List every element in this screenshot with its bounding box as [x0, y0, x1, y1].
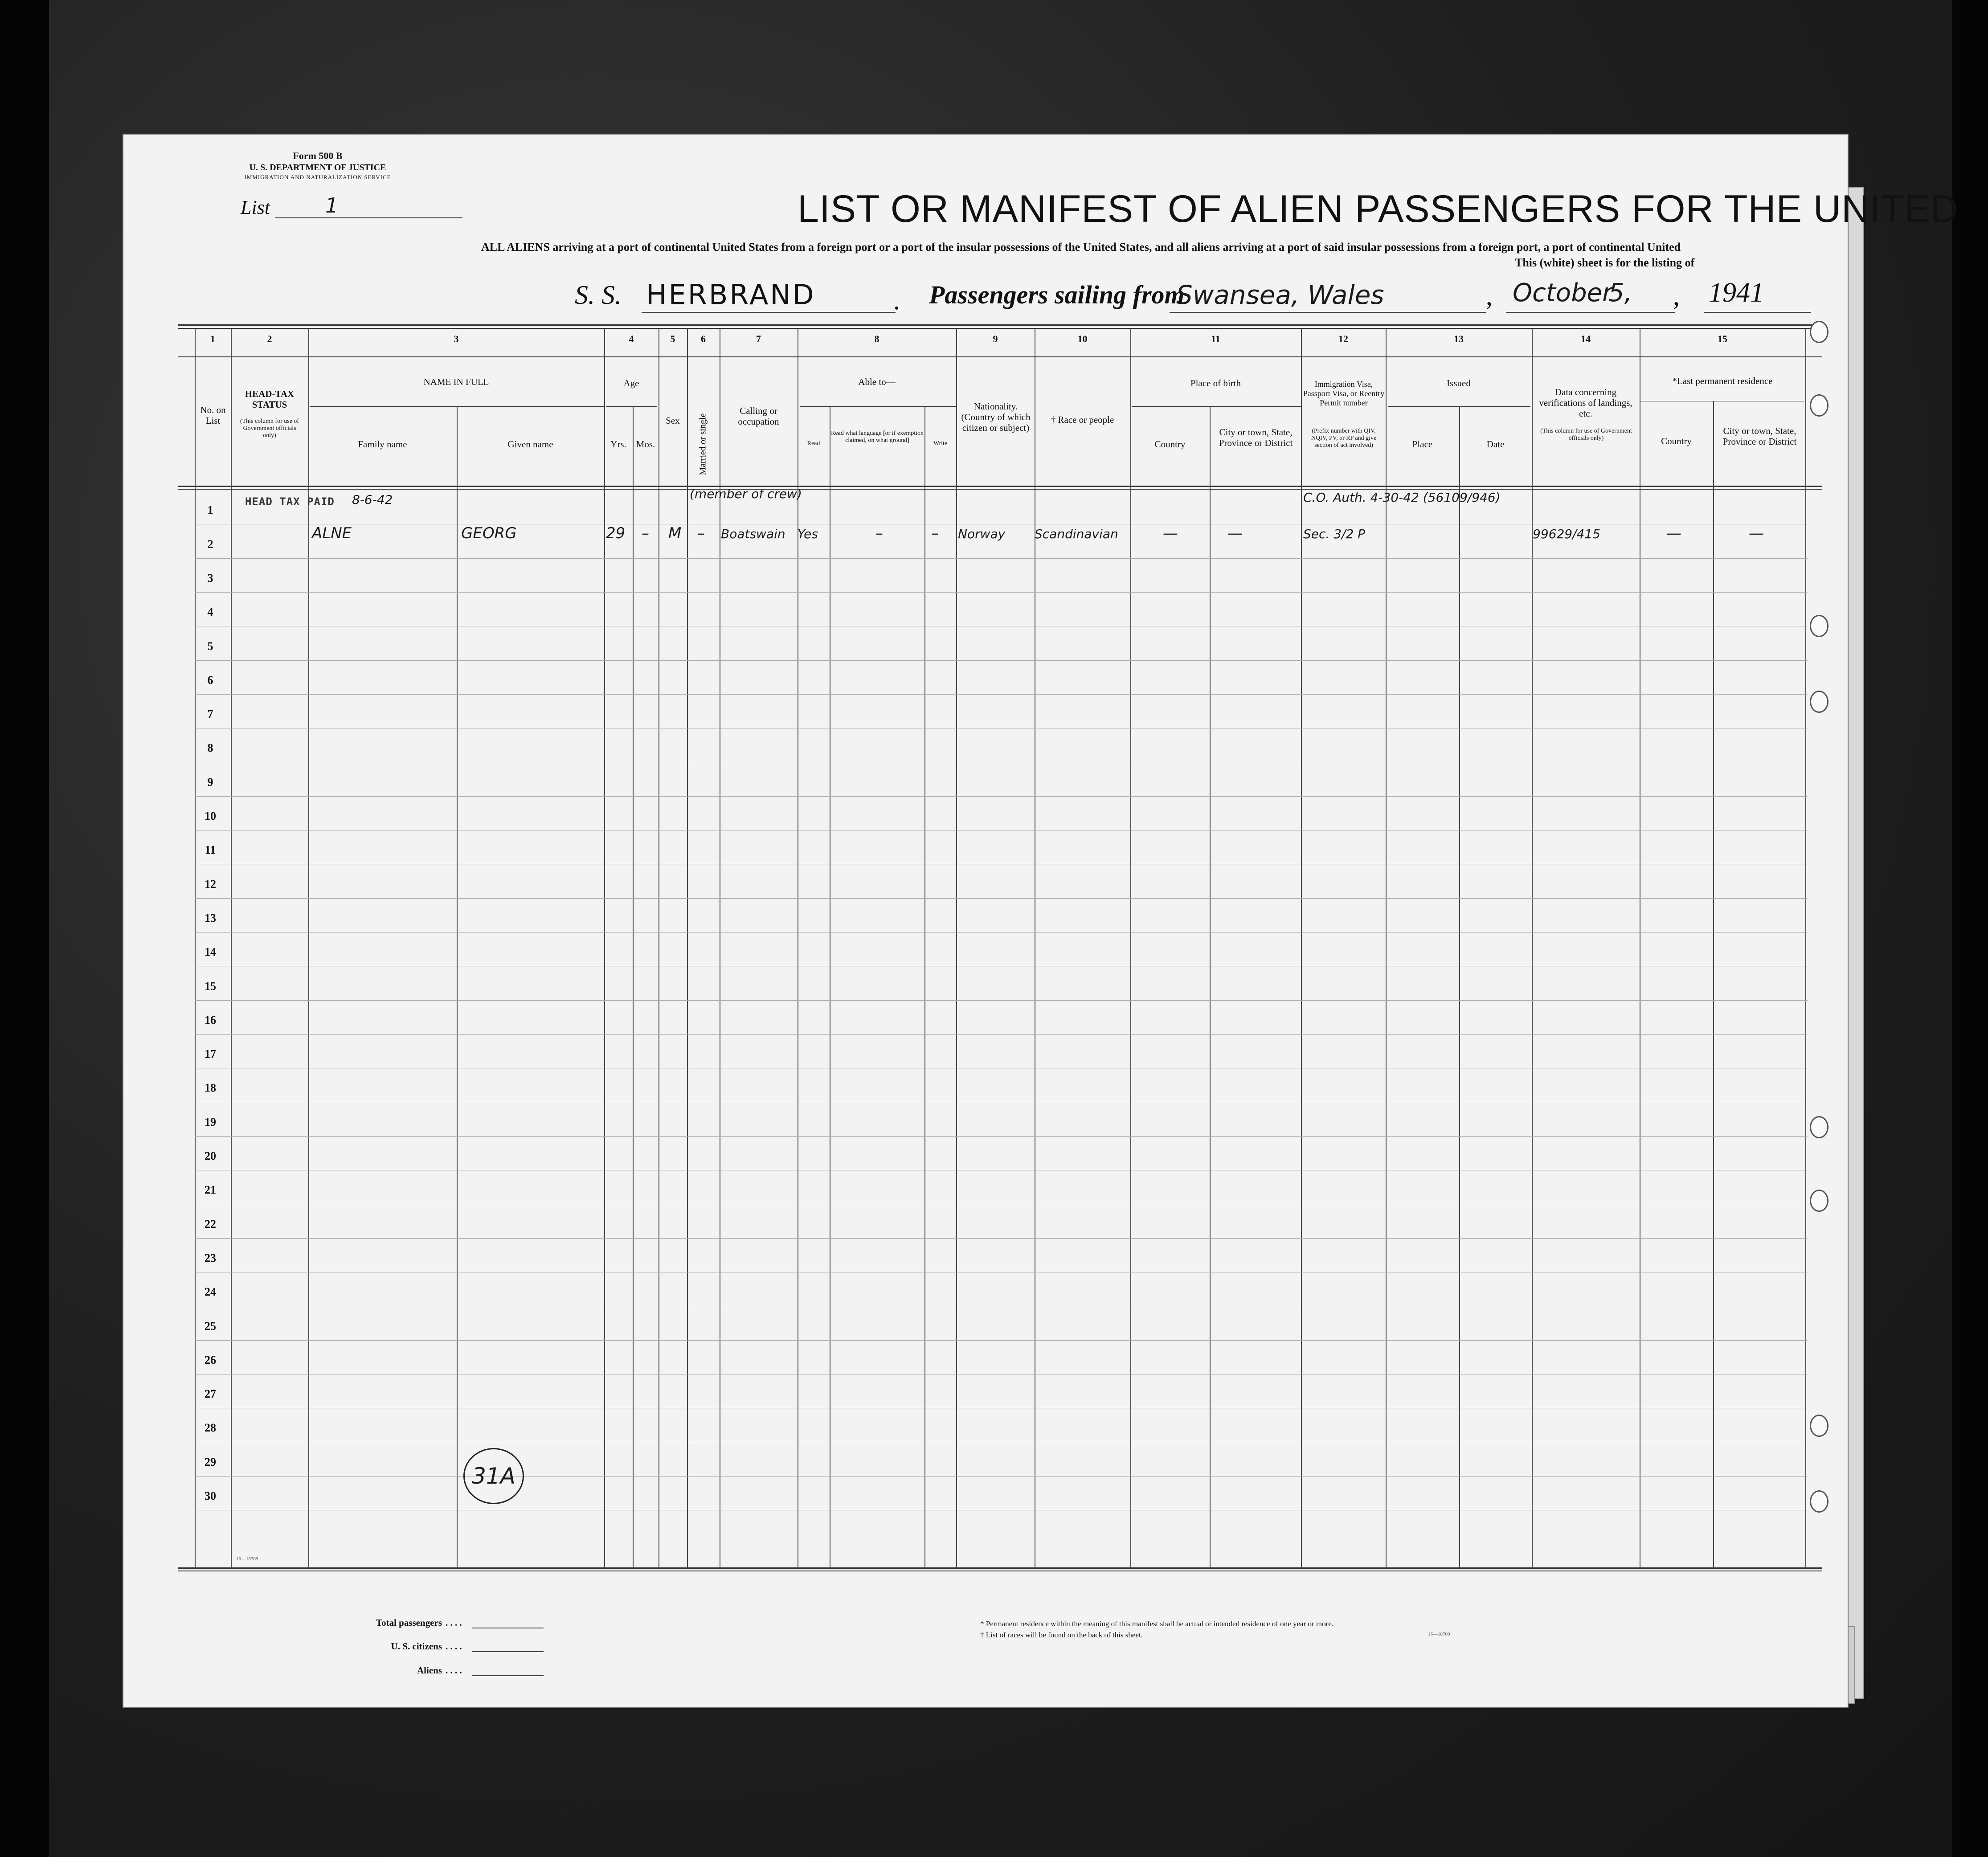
header-name-in-full: NAME IN FULL: [423, 376, 489, 387]
header-mos: Mos.: [636, 439, 655, 450]
passenger-occupation: Boatswain: [721, 527, 785, 541]
header-given-name: Given name: [507, 439, 553, 450]
row-number: 30: [205, 1489, 216, 1502]
col-line: [308, 329, 309, 1568]
table-top-rule-2: [178, 328, 1822, 329]
table-bottom-rule: [178, 1567, 1822, 1569]
passenger-age-months: –: [642, 524, 649, 542]
circled-page-code: 31A: [463, 1448, 524, 1504]
us-citizens-label: U. S. citizens: [391, 1641, 442, 1652]
header-landing-data: Data concerning verifications of landings, etc.: [1539, 387, 1632, 419]
row-number: 14: [205, 945, 216, 959]
row-number: 17: [205, 1047, 216, 1061]
age-subheader-rule: [606, 406, 657, 407]
list-underline: [275, 217, 462, 218]
header-last-residence: *Last permanent residence: [1672, 376, 1773, 386]
header-landing-note: (This column for use of Government officials only): [1540, 428, 1632, 442]
table-row-line: [195, 1034, 1808, 1035]
header-bottom-rule-2: [178, 489, 1822, 490]
header-issued-date: Date: [1486, 439, 1505, 450]
passenger-sex: M: [668, 524, 682, 542]
footnote-races: † List of races will be found on the back of this sheet.: [980, 1631, 1143, 1639]
col-line: [1130, 329, 1131, 1568]
header-visa: Immigration Visa, Passport Visa, or Reentry Permit number: [1303, 380, 1385, 407]
row-number: 10: [205, 810, 216, 822]
col-number-5: 5: [670, 333, 675, 344]
departure-day: 5,: [1608, 278, 1632, 307]
punch-hole: [1810, 321, 1828, 343]
col-line: [457, 406, 458, 1568]
able-subheader-rule: [800, 406, 956, 407]
header-family-name: Family name: [358, 439, 407, 450]
member-of-crew-note: (member of crew): [690, 487, 802, 501]
col-line: [231, 329, 232, 1568]
passenger-family-name: ALNE: [312, 524, 352, 542]
head-tax-date: 8-6-42: [352, 492, 393, 507]
col-line: [687, 329, 688, 1568]
row-number: 23: [205, 1251, 216, 1264]
col-line: [1805, 329, 1806, 1568]
table-row-line: [195, 592, 1808, 593]
sailing-label: Passengers sailing from: [929, 280, 1185, 309]
list-label: List: [241, 196, 270, 218]
list-number: 1: [325, 193, 339, 217]
aliens-line: [472, 1675, 544, 1676]
table-top-rule: [178, 324, 1822, 326]
birth-subheader-rule: [1132, 406, 1301, 407]
head-tax-paid-stamp: HEAD TAX PAID: [245, 495, 335, 508]
col-number-1: 1: [210, 333, 215, 344]
table-row-line: [195, 660, 1808, 661]
print-code-2: 16—18709: [236, 1556, 258, 1562]
total-passengers-label: Total passengers: [376, 1617, 442, 1628]
passenger-read: Yes: [798, 527, 818, 541]
passenger-race: Scandinavian: [1035, 527, 1118, 541]
leader-dots: . . . .: [446, 1665, 462, 1676]
passenger-birth-city: —: [1227, 524, 1243, 542]
visa-authorization-note: C.O. Auth. 4-30-42 (56109/946): [1303, 490, 1501, 505]
col-number-15: 15: [1718, 333, 1727, 344]
leader-dots: . . . .: [446, 1617, 462, 1628]
header-nationality: Nationality. (Country of which citizen or subject): [961, 401, 1031, 433]
col-line: [1301, 329, 1302, 1568]
punch-hole: [1810, 615, 1828, 637]
col-number-13: 13: [1454, 333, 1464, 344]
row-number: 3: [207, 571, 213, 585]
col-number-11: 11: [1211, 333, 1220, 344]
table-row-line: [195, 796, 1808, 797]
header-sex: Sex: [666, 415, 680, 426]
row-number: 2: [207, 537, 213, 551]
col-number-14: 14: [1581, 333, 1591, 344]
column-number-rule: [178, 356, 1822, 357]
header-no-on-list: No. on List: [200, 405, 226, 426]
period-mark: .: [893, 286, 900, 315]
passenger-nationality: Norway: [958, 527, 1006, 541]
service-name: IMMIGRATION AND NATURALIZATION SERVICE: [244, 174, 391, 180]
col-number-10: 10: [1077, 333, 1088, 344]
header-read-language: Read what language [or if exemption claimed, on what ground]: [831, 430, 924, 444]
header-head-tax: HEAD-TAX STATUS: [245, 389, 295, 410]
passenger-birth-country: —: [1163, 524, 1178, 542]
punch-hole: [1810, 1116, 1828, 1138]
row-number: 7: [207, 708, 213, 721]
table-row-line: [195, 898, 1808, 899]
col-line: [1459, 406, 1460, 1568]
year-underline: [1704, 312, 1811, 313]
comma-mark-2: ,: [1673, 281, 1680, 311]
ss-label: S. S.: [575, 280, 622, 310]
header-issued-place: Place: [1412, 439, 1433, 450]
col-number-4: 4: [629, 333, 634, 344]
table-row-line: [195, 1340, 1808, 1341]
row-number: 6: [207, 673, 213, 687]
col-line: [1713, 401, 1714, 1568]
footnote-residence: * Permanent residence within the meaning of this manifest shall be actual or intended residence of one year or more.: [980, 1620, 1334, 1628]
port-underline: [1170, 312, 1486, 313]
header-birth-city: City or town, State, Province or District: [1219, 427, 1293, 448]
row-number: 4: [207, 605, 213, 619]
header-place-of-birth: Place of birth: [1190, 378, 1241, 389]
row-number: 26: [205, 1353, 216, 1366]
form-number: Form 500 B: [293, 150, 343, 161]
header-calling: Calling or occupation: [738, 405, 779, 427]
row-number: 20: [205, 1149, 216, 1162]
header-write: Write: [933, 440, 948, 447]
col-number-3: 3: [454, 333, 459, 344]
manifest-title: LIST OR MANIFEST OF ALIEN PASSENGERS FOR THE UNITED: [798, 188, 1959, 230]
header-read: Read: [807, 440, 820, 447]
row-number: 13: [205, 911, 216, 924]
row-number: 24: [205, 1285, 216, 1299]
header-yrs: Yrs.: [610, 439, 626, 450]
punch-hole: [1810, 394, 1828, 417]
header-married-or-single: Married or single: [698, 413, 708, 475]
row-number: 27: [205, 1387, 216, 1401]
table-row-line: [195, 932, 1808, 933]
row-number: 25: [205, 1319, 216, 1333]
header-res-city: City or town, State, Province or District: [1722, 425, 1797, 447]
col-line: [604, 329, 605, 1568]
col-line: [1210, 406, 1211, 1568]
punch-hole: [1810, 1490, 1828, 1513]
manifest-subtitle: ALL ALIENS arriving at a port of continental United States from a foreign port or a port of the insular possessions of the United States, and all aliens arriving at a port of said insular possessions from a foreign port, a port of continental United: [481, 241, 1681, 254]
row-number: 12: [205, 877, 216, 891]
col-number-8: 8: [874, 333, 879, 344]
header-age: Age: [623, 378, 639, 389]
row-number: 29: [205, 1455, 216, 1468]
punch-hole: [1810, 691, 1828, 713]
punch-hole: [1810, 1190, 1828, 1212]
col-number-9: 9: [993, 333, 998, 344]
ship-name: HERBRAND: [646, 278, 816, 311]
header-res-country: Country: [1661, 436, 1692, 446]
row-number: 11: [205, 843, 216, 857]
table-row-line: [195, 1476, 1808, 1477]
col-line: [1386, 329, 1387, 1568]
row-number: 18: [205, 1081, 216, 1095]
table-row-line: [195, 694, 1808, 695]
row-number: 1: [207, 503, 213, 517]
col-line: [924, 406, 925, 1568]
passenger-visa: Sec. 3/2 P: [1303, 527, 1366, 541]
comma-mark: ,: [1486, 281, 1493, 311]
header-birth-country: Country: [1154, 439, 1186, 450]
row-number: 9: [207, 775, 213, 789]
passenger-res-city: —: [1749, 524, 1764, 542]
print-code: 16—18709: [1428, 1632, 1450, 1637]
header-visa-note: (Prefix number with QIV, NQIV, PV, or RP and give section of act involved): [1311, 428, 1377, 449]
row-number: 15: [205, 979, 216, 993]
departure-month: October: [1513, 278, 1613, 307]
manifest-sheet: [123, 134, 1849, 1708]
table-row-line: [195, 1000, 1808, 1001]
passenger-read-language: –: [875, 524, 883, 542]
row-number: 5: [207, 639, 213, 653]
passenger-marital: –: [697, 524, 705, 542]
punch-hole: [1810, 1415, 1828, 1437]
row-number: 21: [205, 1183, 216, 1197]
row-number: 28: [205, 1421, 216, 1435]
table-row-line: [195, 1238, 1808, 1239]
row-number: 8: [207, 741, 213, 755]
manifest-subtitle-2: This (white) sheet is for the listing of: [1515, 256, 1695, 269]
row-number: 16: [205, 1013, 216, 1027]
ship-underline: [642, 312, 896, 313]
header-race: † Race or people: [1051, 414, 1114, 425]
table-row-line: [195, 1136, 1808, 1137]
date-underline: [1506, 312, 1675, 313]
header-head-tax-note: (This column for use of Government officials only): [240, 418, 299, 439]
passenger-given-name: GEORG: [461, 524, 517, 542]
col-number-7: 7: [756, 333, 761, 344]
passenger-landing-data: 99629/415: [1533, 527, 1600, 541]
row-number: 22: [205, 1217, 216, 1231]
table-row-line: [195, 558, 1808, 559]
passenger-write: –: [931, 524, 939, 542]
passenger-res-country: —: [1666, 524, 1681, 542]
leader-dots: . . . .: [446, 1641, 462, 1652]
us-citizens-line: [472, 1651, 544, 1652]
header-able-to: Able to—: [858, 376, 896, 387]
departure-year: 1941: [1709, 278, 1764, 308]
departure-port: Swansea, Wales: [1176, 280, 1384, 310]
department-name: U. S. DEPARTMENT OF JUSTICE: [249, 163, 386, 172]
col-line: [1532, 329, 1533, 1568]
col-number-12: 12: [1338, 333, 1348, 344]
passenger-age-years: 29: [606, 524, 626, 542]
header-issued: Issued: [1447, 378, 1471, 389]
col-number-2: 2: [267, 333, 272, 344]
col-number-6: 6: [701, 333, 706, 344]
row-number: 19: [205, 1115, 216, 1129]
col-line: [956, 329, 957, 1568]
header-bottom-rule: [178, 486, 1822, 487]
col-line: [633, 406, 634, 1568]
aliens-label: Aliens: [417, 1665, 442, 1676]
